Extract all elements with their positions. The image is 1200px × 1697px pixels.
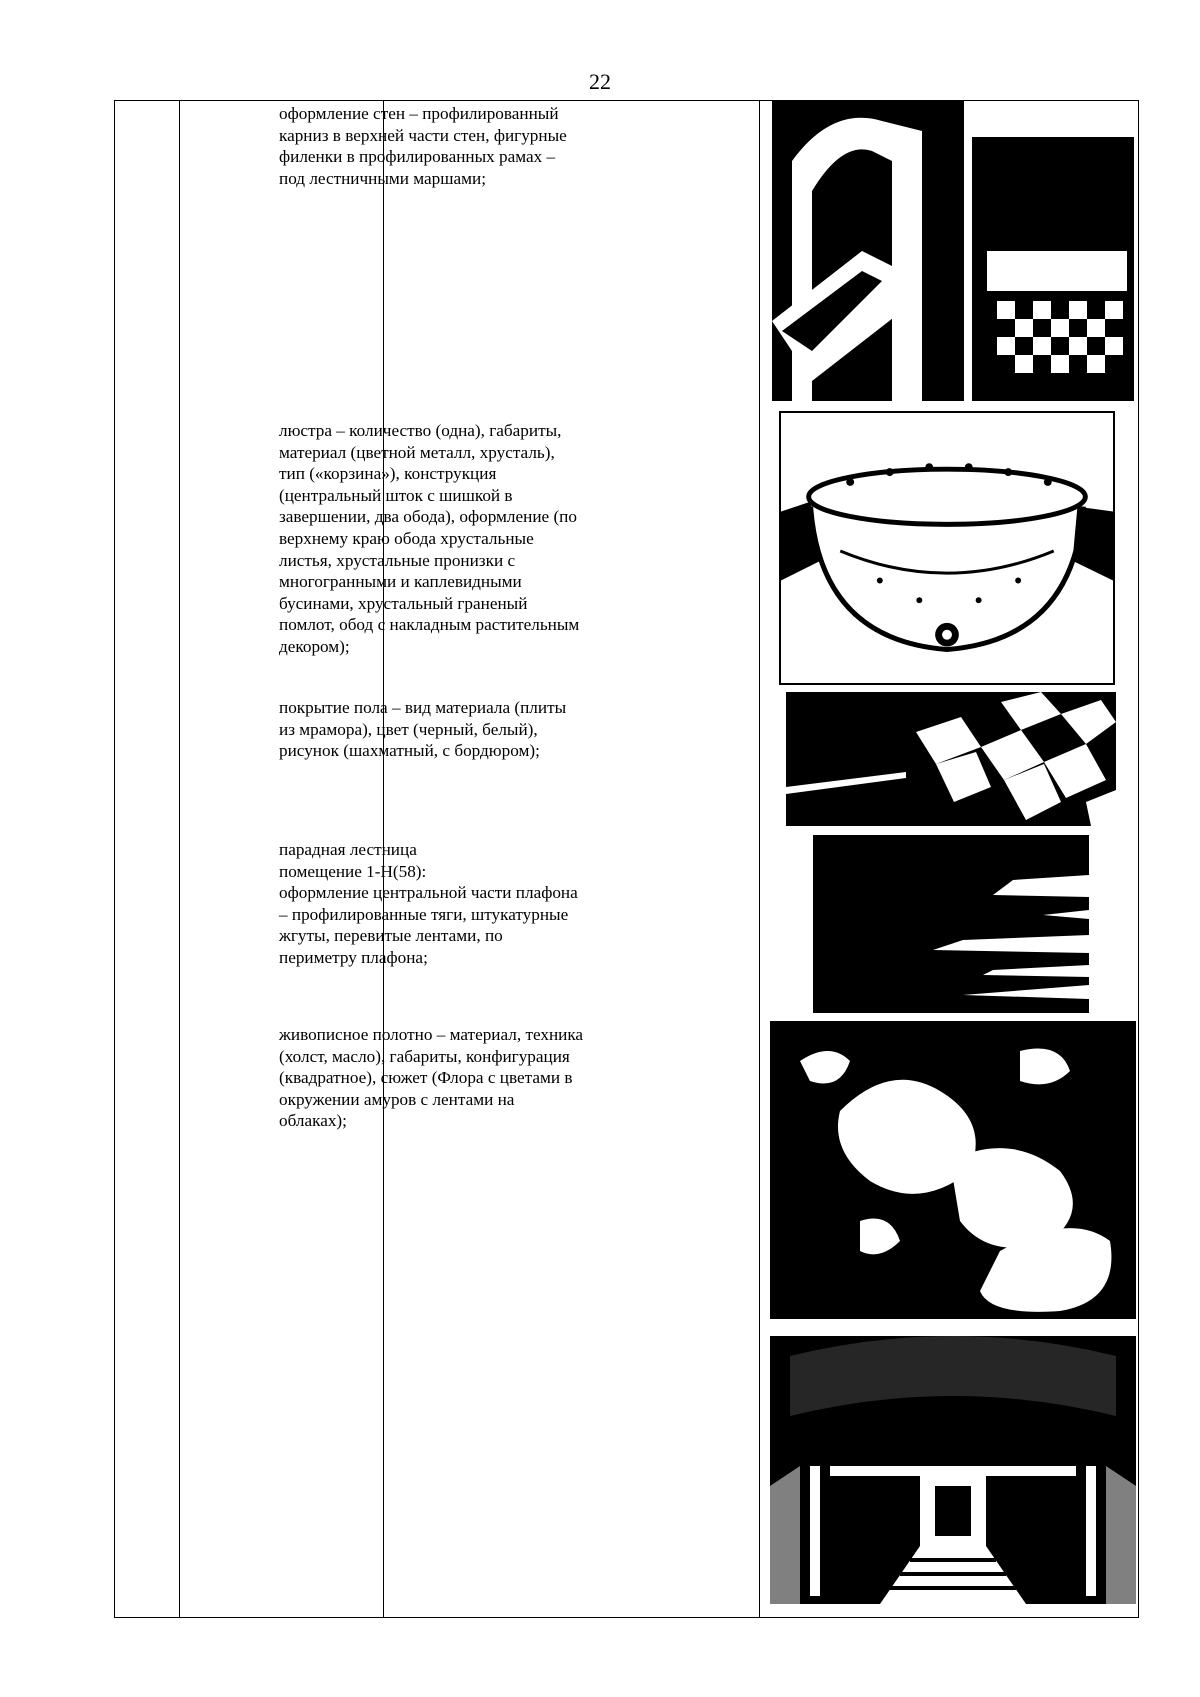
entry-staircase-ceiling bbox=[279, 839, 637, 969]
entry-chandelier bbox=[279, 420, 637, 658]
entry-line: окружении амуров с лентами на bbox=[279, 1089, 515, 1109]
painting-flora-photo bbox=[770, 1021, 1136, 1319]
entry-line: оформление центральной части плафона bbox=[279, 883, 578, 903]
entry-line: – профилированные тяги, штукатурные bbox=[279, 904, 569, 924]
entry-line: многогранными и каплевидными bbox=[279, 572, 522, 592]
entry-line: филенки в профилированных рамах – bbox=[279, 147, 556, 167]
entry-line: оформление стен – профилированный bbox=[279, 104, 559, 123]
entry-line: рисунок (шахматный, с бордюром); bbox=[279, 741, 540, 761]
entry-line: жгуты, перевитые лентами, по bbox=[279, 926, 503, 946]
page-number: 22 bbox=[589, 69, 611, 94]
entry-line: под лестничными маршами; bbox=[279, 168, 486, 188]
entry-line: помлот, обод с накладным растительным bbox=[279, 615, 580, 635]
entry-line: листья, хрустальные пронизки с bbox=[279, 550, 516, 570]
entry-line: (квадратное), сюжет (Флора с цветами в bbox=[279, 1068, 573, 1088]
entry-floor-covering bbox=[279, 697, 637, 762]
entry-line: парадная лестница bbox=[279, 840, 417, 859]
entry-line: (холст, масло), габариты, конфигурация bbox=[279, 1046, 570, 1066]
entry-line: материал (цветной металл, хрусталь), bbox=[279, 442, 555, 462]
entry-wall-decoration bbox=[279, 103, 637, 189]
checkered-floor-photo bbox=[786, 692, 1116, 826]
table-column-divider bbox=[759, 101, 760, 1617]
entry-line: тип («корзина»), конструкция bbox=[279, 464, 497, 484]
chandelier-photo bbox=[779, 411, 1115, 685]
entry-line: (центральный шток с шишкой в bbox=[279, 485, 513, 505]
entry-line: бусинами, хрустальный граненый bbox=[279, 593, 528, 613]
entry-line: покрытие пола – вид материала (плиты bbox=[279, 698, 567, 717]
entry-line: завершении, два обода), оформление (по bbox=[279, 507, 577, 527]
ceiling-plafond-photo bbox=[813, 835, 1089, 1013]
entry-line: верхнему краю обода хрустальные bbox=[279, 528, 534, 548]
entry-line: облаках); bbox=[279, 1111, 347, 1131]
entry-line: из мрамора), цвет (черный, белый), bbox=[279, 719, 538, 739]
entry-line: карниз в верхней части стен, фигурные bbox=[279, 125, 567, 145]
staircase-hall-photo bbox=[770, 1336, 1136, 1604]
entry-painting bbox=[279, 1024, 637, 1132]
entry-line: люстра – количество (одна), габариты, bbox=[279, 421, 562, 440]
entry-line: декором); bbox=[279, 636, 350, 656]
staircase-walls-photo bbox=[772, 101, 1134, 401]
table-column-divider bbox=[179, 101, 180, 1617]
entry-line: периметру плафона; bbox=[279, 947, 428, 967]
entry-line: помещение 1-Н(58): bbox=[279, 861, 427, 881]
entry-line: живописное полотно – материал, техника bbox=[279, 1025, 584, 1044]
